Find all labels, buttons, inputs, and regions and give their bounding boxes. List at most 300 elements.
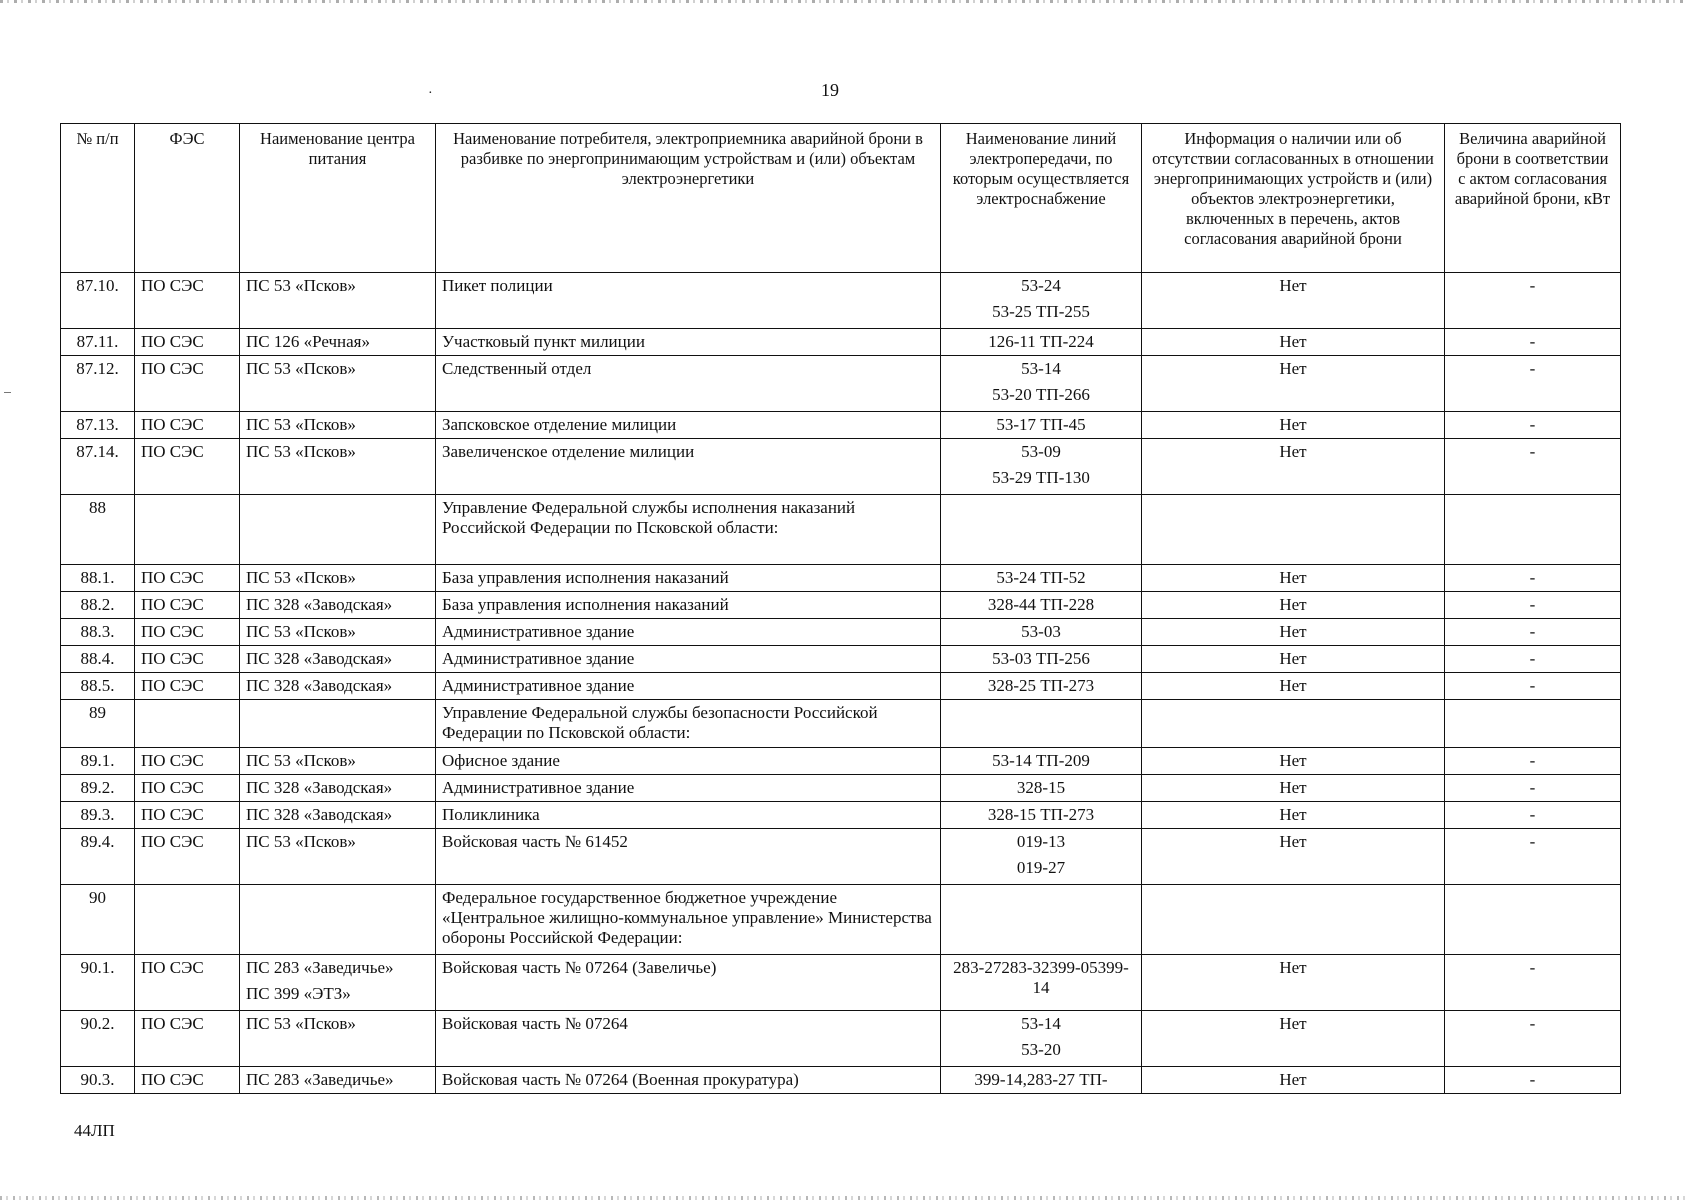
- cell-line-text: 53-03: [1021, 622, 1061, 641]
- cell-info: [1142, 1011, 1445, 1067]
- cell-center: [240, 1067, 436, 1094]
- cell-info-text: Нет: [1279, 649, 1307, 668]
- cell-info: [1142, 829, 1445, 885]
- cell-consumer-text: Поликлиника: [442, 805, 540, 824]
- cell-line-text: 53-14: [1021, 1014, 1061, 1033]
- cell-num: [61, 273, 135, 329]
- cell-value: [1445, 1011, 1621, 1067]
- cell-info: [1142, 646, 1445, 673]
- cell-line-text-2: 53-25 ТП-255: [992, 302, 1090, 321]
- cell-value-text: -: [1529, 276, 1536, 295]
- cell-line: [941, 802, 1142, 829]
- cell-fes: [135, 748, 240, 775]
- cell-center-text-2: ПС 399 «ЭТЗ»: [246, 984, 351, 1003]
- cell-consumer: [436, 439, 941, 495]
- cell-value: [1445, 1067, 1621, 1094]
- cell-consumer: [436, 700, 941, 748]
- cell-line: [941, 356, 1142, 412]
- cell-num-text: 88: [89, 498, 106, 517]
- cell-line-text-2: 019-27: [1016, 858, 1066, 877]
- cell-info-text: Нет: [1279, 568, 1307, 587]
- cell-line-text: 53-17 ТП-45: [996, 415, 1086, 434]
- cell-line-text: 126-11 ТП-224: [988, 332, 1094, 351]
- cell-fes: [135, 673, 240, 700]
- cell-consumer: [436, 1011, 941, 1067]
- cell-num-text: 88.2.: [80, 595, 115, 614]
- cell-fes: [135, 829, 240, 885]
- cell-value: [1445, 329, 1621, 356]
- table-row: [61, 495, 1621, 565]
- cell-center-text: ПС 53 «Псков»: [246, 751, 356, 770]
- cell-line-text: 019-13: [1016, 832, 1066, 851]
- cell-info: [1142, 619, 1445, 646]
- cell-info: [1142, 356, 1445, 412]
- cell-num: [61, 829, 135, 885]
- cell-consumer-text: Следственный отдел: [442, 359, 592, 378]
- cell-num: [61, 495, 135, 565]
- cell-info: [1142, 495, 1445, 565]
- cell-line-text-2: 53-20: [1021, 1040, 1061, 1059]
- cell-info: [1142, 748, 1445, 775]
- cell-center-text: ПС 53 «Псков»: [246, 415, 356, 434]
- cell-consumer: [436, 775, 941, 802]
- cell-info-text: Нет: [1279, 676, 1307, 695]
- cell-line: [941, 646, 1142, 673]
- cell-consumer-text: Офисное здание: [442, 751, 560, 770]
- cell-consumer-text: Пикет полиции: [442, 276, 553, 295]
- cell-center: [240, 802, 436, 829]
- cell-info: [1142, 329, 1445, 356]
- table-row: [61, 592, 1621, 619]
- cell-info-text: Нет: [1279, 359, 1307, 378]
- cell-value-text: -: [1529, 649, 1536, 668]
- header-value: Величина аварийной брони в соответствии с актом согласования аварийной брони, кВт: [1445, 124, 1621, 273]
- cell-value: [1445, 748, 1621, 775]
- cell-value: [1445, 439, 1621, 495]
- cell-consumer: [436, 955, 941, 1011]
- cell-fes-text: ПО СЭС: [141, 442, 204, 461]
- cell-center: [240, 829, 436, 885]
- cell-fes-text: ПО СЭС: [141, 958, 204, 977]
- cell-center: [240, 673, 436, 700]
- cell-center-text: ПС 283 «Заведичье»: [246, 1070, 394, 1089]
- cell-line: [941, 619, 1142, 646]
- cell-fes-text: ПО СЭС: [141, 778, 204, 797]
- cell-fes-text: ПО СЭС: [141, 622, 204, 641]
- cell-value: [1445, 955, 1621, 1011]
- cell-center-text: ПС 53 «Псков»: [246, 622, 356, 641]
- table-row: [61, 748, 1621, 775]
- cell-info: [1142, 273, 1445, 329]
- cell-info: [1142, 592, 1445, 619]
- cell-center: [240, 955, 436, 1011]
- cell-center: [240, 700, 436, 748]
- cell-info: [1142, 885, 1445, 955]
- cell-value: [1445, 495, 1621, 565]
- cell-info-text: Нет: [1279, 276, 1307, 295]
- cell-consumer-text: Управление Федеральной службы безопасности Российской Федерации по Псковской области:: [442, 703, 878, 742]
- cell-fes-text: ПО СЭС: [141, 1070, 204, 1089]
- table-row: [61, 646, 1621, 673]
- cell-line: [941, 673, 1142, 700]
- cell-value: [1445, 646, 1621, 673]
- cell-line: [941, 748, 1142, 775]
- cell-num: [61, 775, 135, 802]
- cell-center-text: ПС 283 «Заведичье»: [246, 958, 394, 977]
- cell-fes: [135, 495, 240, 565]
- cell-value: [1445, 273, 1621, 329]
- cell-value-text: -: [1529, 595, 1536, 614]
- cell-consumer-text: Войсковая часть № 07264: [442, 1014, 628, 1033]
- header-center: Наименование центра питания: [240, 124, 436, 273]
- cell-fes: [135, 1011, 240, 1067]
- cell-num: [61, 356, 135, 412]
- cell-info-text: Нет: [1279, 1070, 1307, 1089]
- table-row: [61, 885, 1621, 955]
- cell-line: [941, 273, 1142, 329]
- page-number: 19: [821, 80, 839, 100]
- table-row: [61, 356, 1621, 412]
- cell-num-text: 89.3.: [80, 805, 115, 824]
- table-row: [61, 412, 1621, 439]
- cell-value-text: -: [1529, 958, 1536, 977]
- table-row: [61, 439, 1621, 495]
- cell-line: [941, 700, 1142, 748]
- emergency-reserve-table: [60, 123, 1621, 1094]
- cell-center: [240, 619, 436, 646]
- cell-info: [1142, 565, 1445, 592]
- cell-fes: [135, 412, 240, 439]
- cell-center-text: ПС 53 «Псков»: [246, 832, 356, 851]
- cell-value-text: -: [1529, 622, 1536, 641]
- cell-center-text: ПС 53 «Псков»: [246, 1014, 356, 1033]
- table-row: [61, 775, 1621, 802]
- cell-consumer-text: Войсковая часть № 07264 (Военная прокуратура): [442, 1070, 799, 1089]
- cell-consumer: [436, 329, 941, 356]
- cell-line-text-2: 53-29 ТП-130: [992, 468, 1090, 487]
- cell-value-text: -: [1529, 805, 1536, 824]
- cell-fes: [135, 356, 240, 412]
- stray-mark: [4, 392, 11, 393]
- cell-num: [61, 592, 135, 619]
- cell-num-text: 88.5.: [80, 676, 115, 695]
- cell-line: [941, 775, 1142, 802]
- cell-num-text: 89.2.: [80, 778, 115, 797]
- cell-consumer-text: Завеличенское отделение милиции: [442, 442, 695, 461]
- cell-value: [1445, 565, 1621, 592]
- cell-line-text: 53-14: [1021, 359, 1061, 378]
- cell-line-text: 53-14 ТП-209: [992, 751, 1090, 770]
- cell-consumer-text: Административное здание: [442, 778, 635, 797]
- cell-consumer: [436, 565, 941, 592]
- cell-fes: [135, 592, 240, 619]
- cell-num: [61, 1067, 135, 1094]
- cell-info-text: Нет: [1279, 622, 1307, 641]
- cell-line-text: 328-15 ТП-273: [987, 805, 1095, 824]
- cell-center: [240, 356, 436, 412]
- cell-fes: [135, 329, 240, 356]
- cell-fes: [135, 619, 240, 646]
- cell-value: [1445, 412, 1621, 439]
- cell-num-text: 89: [89, 703, 106, 722]
- cell-consumer: [436, 273, 941, 329]
- cell-consumer: [436, 1067, 941, 1094]
- cell-num: [61, 565, 135, 592]
- cell-fes-text: ПО СЭС: [141, 415, 204, 434]
- cell-center-text: ПС 53 «Псков»: [246, 568, 356, 587]
- cell-info: [1142, 700, 1445, 748]
- cell-fes: [135, 802, 240, 829]
- cell-center: [240, 565, 436, 592]
- cell-center: [240, 1011, 436, 1067]
- cell-fes-text: ПО СЭС: [141, 649, 204, 668]
- cell-consumer: [436, 495, 941, 565]
- cell-info-text: Нет: [1279, 415, 1307, 434]
- table-row: [61, 829, 1621, 885]
- cell-num: [61, 646, 135, 673]
- cell-fes-text: ПО СЭС: [141, 676, 204, 695]
- cell-value: [1445, 829, 1621, 885]
- cell-line: [941, 1067, 1142, 1094]
- cell-consumer-text: Участковый пункт милиции: [442, 332, 645, 351]
- cell-value: [1445, 619, 1621, 646]
- cell-fes: [135, 1067, 240, 1094]
- cell-value-text: -: [1529, 778, 1536, 797]
- cell-line-text-2: 53-20 ТП-266: [992, 385, 1090, 404]
- cell-value-text: -: [1529, 332, 1536, 351]
- header-lines: Наименование линий электропередачи, по которым осуществляется электроснабжение: [941, 124, 1142, 273]
- cell-center: [240, 885, 436, 955]
- cell-num: [61, 885, 135, 955]
- cell-num-text: 87.14.: [76, 442, 119, 461]
- cell-line-text: 328-25 ТП-273: [987, 676, 1095, 695]
- cell-center-text: ПС 53 «Псков»: [246, 359, 356, 378]
- cell-num-text: 90.1.: [80, 958, 115, 977]
- cell-num: [61, 412, 135, 439]
- cell-value: [1445, 802, 1621, 829]
- cell-info-text: Нет: [1279, 958, 1307, 977]
- cell-value: [1445, 700, 1621, 748]
- cell-num-text: 88.4.: [80, 649, 115, 668]
- cell-num-text: 87.11.: [76, 332, 119, 351]
- cell-num: [61, 748, 135, 775]
- cell-center: [240, 273, 436, 329]
- cell-value: [1445, 885, 1621, 955]
- cell-info-text: Нет: [1279, 442, 1307, 461]
- cell-center-text: ПС 328 «Заводская»: [246, 595, 393, 614]
- cell-fes-text: ПО СЭС: [141, 1014, 204, 1033]
- cell-consumer: [436, 356, 941, 412]
- cell-num: [61, 955, 135, 1011]
- table-row: [61, 1067, 1621, 1094]
- cell-fes: [135, 700, 240, 748]
- cell-center: [240, 412, 436, 439]
- cell-fes: [135, 273, 240, 329]
- cell-line-text: 53-24: [1021, 276, 1061, 295]
- cell-consumer-text: Войсковая часть № 61452: [442, 832, 628, 851]
- cell-center-text: ПС 328 «Заводская»: [246, 649, 393, 668]
- cell-line: [941, 495, 1142, 565]
- cell-line: [941, 329, 1142, 356]
- cell-center: [240, 329, 436, 356]
- cell-fes: [135, 885, 240, 955]
- cell-value-text: -: [1529, 676, 1536, 695]
- cell-info-text: Нет: [1279, 751, 1307, 770]
- cell-value-text: -: [1529, 568, 1536, 587]
- cell-num-text: 88.1.: [80, 568, 115, 587]
- cell-fes-text: ПО СЭС: [141, 805, 204, 824]
- cell-consumer: [436, 619, 941, 646]
- cell-line-text: 53-03 ТП-256: [992, 649, 1090, 668]
- table-row: [61, 273, 1621, 329]
- cell-consumer-text: База управления исполнения наказаний: [442, 568, 729, 587]
- cell-info: [1142, 775, 1445, 802]
- cell-num-text: 90: [89, 888, 106, 907]
- cell-consumer: [436, 829, 941, 885]
- table-row: [61, 329, 1621, 356]
- cell-value: [1445, 592, 1621, 619]
- cell-num-text: 89.1.: [80, 751, 115, 770]
- cell-consumer: [436, 885, 941, 955]
- cell-info-text: Нет: [1279, 595, 1307, 614]
- header-info: Информация о наличии или об отсутствии согласованных в отношении энергопринимающих устройств и (или) объектов электроэнергетики, включенных в перечень, актов согласования аварийной брони: [1142, 124, 1445, 273]
- cell-value-text: -: [1529, 1070, 1536, 1089]
- cell-consumer-text: Административное здание: [442, 676, 635, 695]
- cell-fes: [135, 439, 240, 495]
- cell-fes-text: ПО СЭС: [141, 276, 204, 295]
- cell-center-text: ПС 328 «Заводская»: [246, 676, 393, 695]
- cell-consumer-text: Федеральное государственное бюджетное учреждение «Центральное жилищно-коммунальное управление» Министерства обороны Российской Федерации:: [442, 888, 932, 947]
- cell-consumer-text: Запсковское отделение милиции: [442, 415, 677, 434]
- cell-info-text: Нет: [1279, 832, 1307, 851]
- cell-value-text: -: [1529, 832, 1536, 851]
- cell-fes-text: ПО СЭС: [141, 359, 204, 378]
- cell-num-text: 88.3.: [80, 622, 115, 641]
- table-row: [61, 802, 1621, 829]
- cell-fes-text: ПО СЭС: [141, 751, 204, 770]
- cell-info-text: Нет: [1279, 805, 1307, 824]
- cell-num-text: 87.12.: [76, 359, 119, 378]
- table-row: [61, 565, 1621, 592]
- cell-fes-text: ПО СЭС: [141, 832, 204, 851]
- cell-num: [61, 802, 135, 829]
- cell-fes-text: ПО СЭС: [141, 595, 204, 614]
- table-row: [61, 1011, 1621, 1067]
- cell-info-text: Нет: [1279, 1014, 1307, 1033]
- table-row: [61, 700, 1621, 748]
- cell-fes: [135, 775, 240, 802]
- cell-center: [240, 748, 436, 775]
- cell-value-text: -: [1529, 442, 1536, 461]
- cell-line-text: 399-14,283-27 ТП-: [974, 1070, 1108, 1089]
- cell-line-text: 328-15: [1016, 778, 1066, 797]
- cell-value: [1445, 673, 1621, 700]
- cell-center-text: ПС 53 «Псков»: [246, 276, 356, 295]
- cell-info-text: Нет: [1279, 778, 1307, 797]
- cell-consumer-text: Административное здание: [442, 622, 635, 641]
- cell-num: [61, 700, 135, 748]
- cell-value: [1445, 775, 1621, 802]
- cell-fes: [135, 955, 240, 1011]
- cell-consumer-text: База управления исполнения наказаний: [442, 595, 729, 614]
- cell-info-text: Нет: [1279, 332, 1307, 351]
- cell-line-text: 328-44 ТП-228: [987, 595, 1095, 614]
- cell-info: [1142, 412, 1445, 439]
- cell-num: [61, 439, 135, 495]
- cell-consumer-text: Войсковая часть № 07264 (Завеличье): [442, 958, 717, 977]
- cell-value-text: -: [1529, 359, 1536, 378]
- table-header-row: [61, 124, 1621, 273]
- cell-center: [240, 592, 436, 619]
- cell-consumer: [436, 592, 941, 619]
- header-fes: ФЭС: [135, 124, 240, 273]
- cell-line: [941, 565, 1142, 592]
- cell-line: [941, 412, 1142, 439]
- cell-value-text: -: [1529, 415, 1536, 434]
- table-row: [61, 619, 1621, 646]
- cell-line: [941, 829, 1142, 885]
- cell-center: [240, 775, 436, 802]
- cell-info: [1142, 802, 1445, 829]
- cell-line-text: 53-09: [1021, 442, 1061, 461]
- cell-center-text: ПС 328 «Заводская»: [246, 778, 393, 797]
- cell-info: [1142, 439, 1445, 495]
- cell-info: [1142, 955, 1445, 1011]
- cell-center-text: ПС 53 «Псков»: [246, 442, 356, 461]
- cell-fes: [135, 646, 240, 673]
- header-consumer: Наименование потребителя, электроприемника аварийной брони в разбивке по энергопринимающим устройствам и (или) объектам электроэнергетики: [436, 124, 941, 273]
- scan-edge-bottom: [0, 1196, 1686, 1200]
- cell-fes-text: ПО СЭС: [141, 568, 204, 587]
- footer-code: 44ЛП: [74, 1121, 115, 1140]
- cell-fes-text: ПО СЭС: [141, 332, 204, 351]
- cell-line-text: 283-27283-32399-05399-14: [953, 958, 1129, 997]
- cell-num-text: 89.4.: [80, 832, 115, 851]
- cell-center-text: ПС 126 «Речная»: [246, 332, 370, 351]
- cell-num-text: 90.3.: [80, 1070, 115, 1089]
- cell-info: [1142, 673, 1445, 700]
- scan-edge-top: [0, 0, 1686, 3]
- cell-line: [941, 439, 1142, 495]
- cell-line: [941, 592, 1142, 619]
- cell-value: [1445, 356, 1621, 412]
- cell-num-text: 90.2.: [80, 1014, 115, 1033]
- cell-num: [61, 673, 135, 700]
- cell-consumer: [436, 646, 941, 673]
- cell-consumer-text: Административное здание: [442, 649, 635, 668]
- cell-consumer: [436, 412, 941, 439]
- cell-num-text: 87.10.: [76, 276, 119, 295]
- cell-line: [941, 955, 1142, 1011]
- cell-center: [240, 646, 436, 673]
- table-row: [61, 955, 1621, 1011]
- stray-dot: ·: [428, 86, 433, 101]
- cell-consumer: [436, 673, 941, 700]
- cell-num-text: 87.13.: [76, 415, 119, 434]
- cell-line: [941, 885, 1142, 955]
- cell-num: [61, 329, 135, 356]
- cell-consumer: [436, 748, 941, 775]
- cell-line: [941, 1011, 1142, 1067]
- cell-info: [1142, 1067, 1445, 1094]
- cell-center-text: ПС 328 «Заводская»: [246, 805, 393, 824]
- cell-center: [240, 439, 436, 495]
- cell-consumer-text: Управление Федеральной службы исполнения наказаний Российской Федерации по Псковской области:: [442, 498, 856, 537]
- cell-center: [240, 495, 436, 565]
- cell-value-text: -: [1529, 751, 1536, 770]
- cell-consumer: [436, 802, 941, 829]
- header-num: № п/п: [61, 124, 135, 273]
